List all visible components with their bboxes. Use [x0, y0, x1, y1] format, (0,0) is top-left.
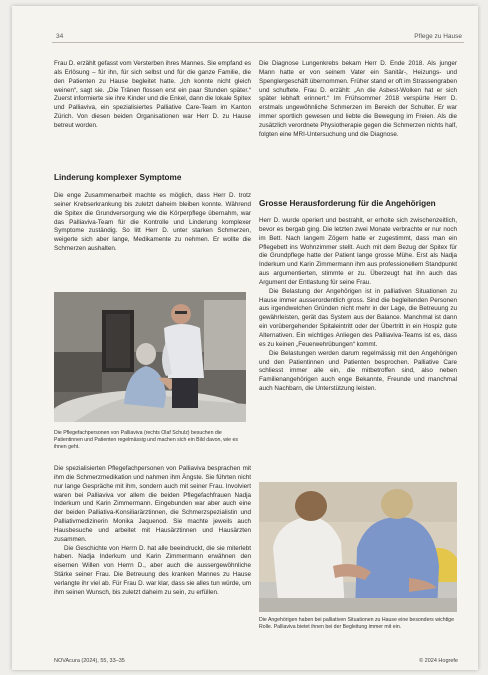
right-column-diagnosis — [259, 60, 457, 140]
photo-caption-left: Die Pflegefachpersonen von Palliaviva (rechts Olaf Schulz) besuchen die Patientinnen und Patienten regelmässig und machen sich ein Bild davon, wie es ihnen geht. — [54, 430, 238, 451]
photo-caption-right: Die Angehörigen haben bei palliativen Situationen zu Hause eine besonders wichtige Rolle. Palliaviva bietet ihnen bei der Begleitung immer mit ein. — [259, 617, 454, 631]
footer-copyright: © 2024 Hogrefe — [419, 658, 458, 664]
paragraph: Herr D. wurde operiert und bestrahlt, er erholte sich zwischenzeitlich, bevor es bergab ging. Die letzten zwei Monate verbrachte er nur noch im Bett. Nach langem Zögern hatte er zugestimmt, dass man ein Pflegebett ins Wohnzimmer stellt. Auch mit dem Bezug der Spitex für die Grundpflege hatte der Patient lange grosse Mühe. Erst als Nadja Inderkum und Karin Zimmermann ihm aus professionellem Standpunkt aus argumentierten, stimmte er zu. Überzeugt hat ihn auch das Argument der Entlastung für seine Frau. — [259, 217, 457, 286]
heading-symptoms: Linderung komplexer Symptome — [54, 173, 182, 182]
heading-relatives: Grosse Herausforderung für die Angehörigen — [259, 199, 436, 208]
left-column-bottom — [54, 465, 251, 598]
footer-citation: NOVAcura (2024), 55, 33–35 — [54, 658, 125, 664]
page-header — [12, 6, 478, 40]
paragraph: Die Belastung der Angehörigen ist in palliativen Situationen zu Hause immer ausserordentlich gross. Sind die begleitenden Personen aus irgendwelchen Gründen nicht mehr in der Lage, die Betreuung zu gewährleisten, gerät das System aus der Balance. Manchmal ist dann ein vorübergehender Spitaleintritt oder der Übertritt in ein Hospiz gute Alternativen. Ein wichtiges Anliegen des Palliaviva-Teams ist es, dass es zu keinen „Feuerwehrübungen“ kommt. — [259, 287, 457, 348]
paragraph: Frau D. erzählt gefasst vom Versterben ihres Mannes. Sie empfand es als Erlösung – für ihn, für sich selbst und für die ganze Familie, die den Patienten zu Hause begleitet hatte. „Ich konnte nicht gleich weinen“, sagt sie. „Die Tränen flossen erst ein paar Stunden später.“ Zuerst informierte sie ihre Kinder und die Enkel, dann die lokale Spitex und Palliaviva, ein spezialisiertes Palliative Care-Team im Kanton Zürich. Von diesen beiden Organisationen war Herr D. zu Hause betreut worden. — [54, 60, 251, 129]
header-rule — [52, 42, 464, 43]
nurse-visit-image — [54, 292, 246, 422]
photo-nurse-visit — [54, 292, 246, 422]
paragraph: Die Geschichte von Herrn D. hat alle beeindruckt, die sie miterlebt haben. Nadja Inderkum und Karin Zimmermann erwähnen den eisernen Willen von Herrn D., aber auch die aussergewöhnliche Stärke seiner Frau. Die Betreuung des kranken Mannes zu Hause verlangte ihr viel ab. Für Frau D. war klar, dass sie alles tun würde, um ihm seinen Wunsch, bis zuletzt daheim zu sein, zu erfüllen. — [54, 544, 251, 596]
left-column-symptoms — [54, 192, 251, 254]
paragraph: Die spezialisierten Pflegefachpersonen von Palliaviva besprachen mit ihm die Schmerzmedikation und nahmen ihm Ängste. Sie führten nicht nur lange Gespräche mit ihm, sondern auch mit seiner Frau. Involviert waren bei Palliaviva vor allem die beiden Pflegefachfrauen Nadja Inderkum und Karin Zimmermann. Eingebunden war aber auch eine der beiden Palliativa-Konsiliarärztinnen, die Schmerzspezialistin und Palliativmedizinerin Monika Jaquenod. Sie machte jeweils auch Hausbesuche und arbeitet mit Hausärztinnen und Hausärzten zusammen. — [54, 465, 251, 543]
paragraph: Die enge Zusammenarbeit machte es möglich, dass Herr D. trotz seiner Krebserkrankung bis zuletzt daheim bleiben konnte. Während die Spitex die Grundversorgung wie die Körperpflege übernahm, war das Palliaviva-Team für die Kontrolle und Linderung komplexer Symptome zuständig. So litt Herr D. unter starken Schmerzen, weigerte sich aber lange, Medikamente zu nehmen. Er wollte die Schmerzen aushalten. — [54, 192, 251, 253]
paragraph: Die Belastungen werden darum regelmässig mit den Angehörigen und den Patientinnen und Patienten besprochen. Palliative Care schliesst immer alle ein, die mitbetroffen sind, also neben Familienangehörigen auch enge Bekannte, Freunde und manchmal auch Nachbarn, die Unterstützung leisten. — [259, 349, 457, 393]
magazine-page — [12, 6, 478, 670]
page-number: 34 — [56, 33, 64, 40]
left-column-intro — [54, 60, 251, 131]
photo-relatives — [259, 482, 457, 612]
paragraph: Die Diagnose Lungenkrebs bekam Herr D. Ende 2018. Als junger Mann hatte er von seinem Vater ein Sanitär-, Heizungs- und Spenglergeschäft übernommen. Früher stand er oft im Strassengraben und schuftete. Frau D. erzählt: „An die Asbest-Wolken hat er sich später lebhaft erinnert.“ Im Frühsommer 2018 verspürte Herr D. erstmals ungewöhnliche Schmerzen im Bereich der Schulter. Er war immer sportlich gewesen und liebte die Bewegung im Freien. Als die zusätzlich verordnete Physiotherapie gegen die Schmerzen nichts half, folgten eine MRI-Untersuchung und die Diagnose. — [259, 60, 457, 138]
section-title: Pflege zu Hause — [414, 33, 462, 40]
right-column-relatives — [259, 217, 457, 394]
relatives-image — [259, 482, 457, 612]
